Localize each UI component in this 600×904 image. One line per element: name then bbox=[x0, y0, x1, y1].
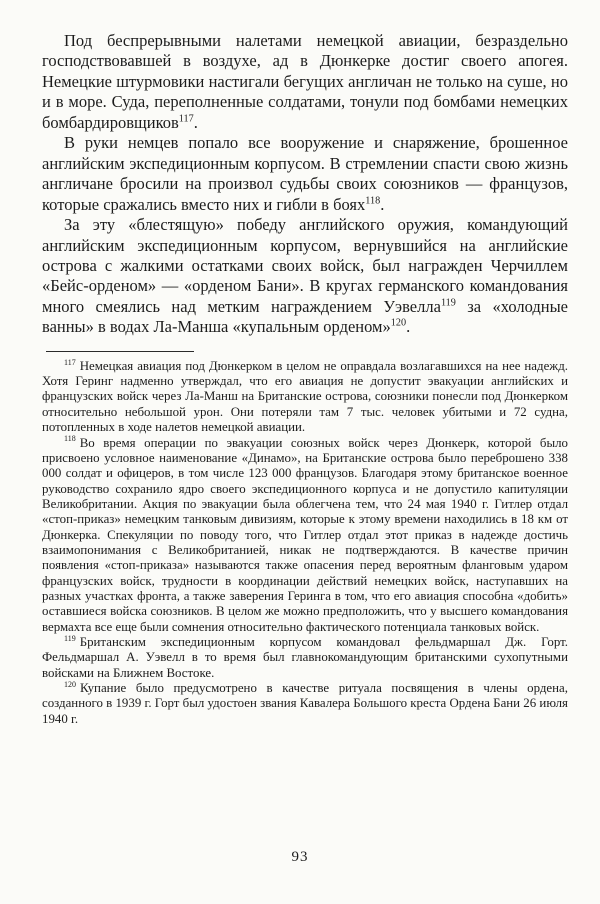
paragraph-text: за «холодные ванны» в водах Ла-Манша «купальным орденом» bbox=[42, 296, 568, 337]
paragraph-text: . bbox=[406, 317, 411, 337]
footnotes-section bbox=[42, 359, 568, 727]
footnote-number: 120 bbox=[64, 679, 76, 689]
paragraph-text: Под беспрерывными налетами немецкой авиации, безраздельно господствовавшей в воздухе, ад в Дюнкерке достиг своего апогея. Немецкие штурмовики настигали бегущих англичан не только на суше, но и в море. Суда, переполненные солдатами, тонули под бомбами немецких бомбардировщиков bbox=[42, 31, 568, 132]
footnote-text: Купание было предусмотрено в качестве ритуала посвящения в члены ордена, созданного в 1939 г. Горт был удостоен звания Кавалера Большого креста Ордена Бани 26 июля 1940 г. bbox=[42, 681, 568, 726]
footnote-number: 119 bbox=[64, 633, 76, 643]
page-number: 93 bbox=[291, 849, 309, 865]
footnote-text: Немецкая авиация под Дюнкерком в целом не оправдала возлагавшихся на нее надежд. Хотя Геринг надменно утверждал, что его авиация не допустит эвакуации английских и французских войск через Ла-Манш на Британские острова, союзники понесли под Дюнкерком относительно небольшой урон. Они потеряли там 7 тыс. человек убитыми и 72 судна, потопленных в ходе налетов немецкой авиации. bbox=[42, 358, 568, 435]
footnote-ref: 120 bbox=[390, 317, 407, 329]
paragraph-text: За эту «блестящую» победу английского оружия, командующий английским экспедиционным корпусом, вернувшийся на английские острова с жалкими остатками своих войск, был награжден Черчиллем «Бейс-орденом» — «орденом Бани». В кругах германского командования много смеялись над метким награждением Уэвелла bbox=[42, 215, 568, 316]
paragraph bbox=[42, 215, 568, 338]
paragraph bbox=[42, 31, 568, 133]
footnote-separator bbox=[46, 351, 194, 352]
footnote-number: 117 bbox=[64, 357, 76, 367]
footnote-ref: 117 bbox=[178, 113, 194, 125]
footnote bbox=[42, 436, 568, 635]
paragraph-text: . bbox=[193, 112, 198, 132]
paragraph-text: В руки немцев попало все вооружение и снаряжение, брошенное английским экспедиционным корпусом. В стремлении спасти свою жизнь англичане бросили на произвол судьбы своих союзников — французов, которые сражались вместо них и гибли в боях bbox=[42, 133, 568, 214]
main-text bbox=[42, 31, 568, 338]
footnote bbox=[42, 635, 568, 681]
footnote-ref: 119 bbox=[440, 297, 456, 309]
footnote bbox=[42, 359, 568, 436]
paragraph-text: . bbox=[380, 194, 385, 214]
footnote-text: Британским экспедиционным корпусом командовал фельдмаршал Дж. Горт. Фельдмаршал А. Уэвелл в то время был главнокомандующим британскими сухопутными войсками на Ближнем Востоке. bbox=[42, 634, 568, 680]
footnote-ref: 118 bbox=[365, 195, 381, 207]
footnote-text: Во время операции по эвакуации союзных войск через Дюнкерк, которой было присвоено условное наименование «Динамо», на Британские острова было переброшено 338 000 солдат и офицеров, в том числе 123 000 французов. Благодаря этому британское военное руководство сохранило ядро своего экспедиционного корпуса и не допустило капитуляции Великобритании. Акция по эвакуации была облегчена тем, что 24 мая 1940 г. Гитлер отдал «стоп-приказ» немецким танковым дивизиям, которые к этому времени находились в 18 км от Дюнкерка. Спекуляции по поводу того, что Гитлер отдал этот приказ в надежде достичь взаимопонимания с Великобританией, никак не подтверждаются. В качестве причин появления «стоп-приказа» называются также опасения перед вероятным фланговым ударом французских войск, трудности в координации действий немецких войск, наступавших на разных участках фронта, а также заверения Геринга в том, что его авиация способна «добить» оставшиеся войска союзников. В целом же можно предположить, что у высшего командования вермахта все еще были сомнения относительно фактического потенциала танковых войск. bbox=[42, 435, 568, 634]
footnote-number: 118 bbox=[64, 434, 76, 444]
footnote bbox=[42, 681, 568, 727]
paragraph bbox=[42, 133, 568, 215]
